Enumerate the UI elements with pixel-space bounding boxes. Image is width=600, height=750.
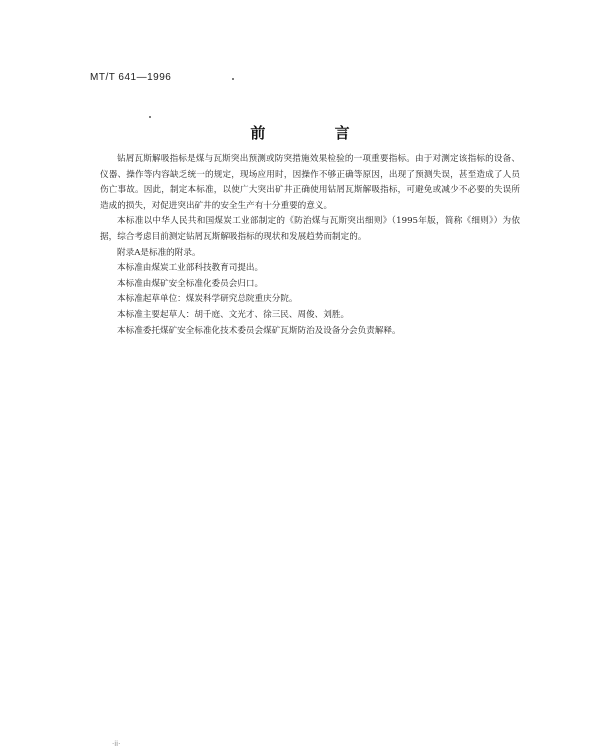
page-title: 前 言 bbox=[250, 124, 382, 142]
paragraph-administrator: 本标准由煤矿安全标准化委员会归口。 bbox=[117, 278, 264, 289]
paragraph-purpose: 钻屑瓦斯解吸指标是煤与瓦斯突出预测或防突措施效果检验的一项重要指标。由于对测定该指标的设备、仪器、操作等内容缺乏统一的规定，现场应用时，因操作不够正确等原因，出现了预测失误，甚至造成了人员伤亡事故。因此，制定本标准，以使广大突出矿井正确使用钻屑瓦斯解吸指标，可避免或减少不必要的失误所造成的损失，对促进突出矿井的安全生产有十分重要的意义。 bbox=[100, 154, 520, 211]
scan-speck bbox=[232, 78, 234, 80]
paragraph-drafters: 本标准主要起草人：胡千庭、文光才、徐三民、周俊、刘胜。 bbox=[117, 309, 350, 320]
paragraph-interpretation: 本标准委托煤矿安全标准化技术委员会煤矿瓦斯防治及设备分会负责解释。 bbox=[117, 325, 401, 336]
page-number: ·ii· bbox=[112, 740, 121, 748]
paragraph-basis: 本标准以中华人民共和国煤炭工业部制定的《防治煤与瓦斯突出细则》（1995年版，简称《细则》）为依据，综合考虑目前测定钻屑瓦斯解吸指标的现状和发展趋势而制定的。 bbox=[100, 216, 520, 242]
paragraph-appendix: 附录A是标准的附录。 bbox=[117, 247, 201, 258]
foreword-body bbox=[100, 152, 520, 339]
scan-speck bbox=[149, 116, 151, 118]
paragraph-drafting-unit: 本标准起草单位：煤炭科学研究总院重庆分院。 bbox=[117, 294, 298, 305]
paragraph-proposer: 本标准由煤炭工业部科技教育司提出。 bbox=[117, 263, 264, 274]
standard-code: MT/T 641—1996 bbox=[90, 72, 172, 83]
